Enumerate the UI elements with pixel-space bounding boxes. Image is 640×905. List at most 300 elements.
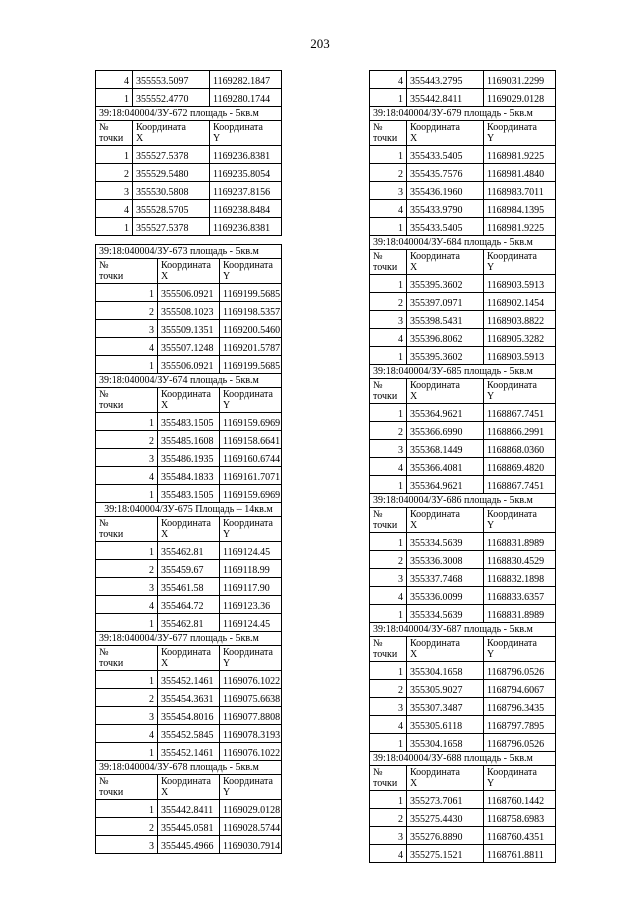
header-x-line2: X — [161, 271, 169, 282]
header-x — [406, 766, 483, 791]
header-y-line2: Y — [487, 133, 495, 144]
table-row — [370, 89, 556, 107]
column-header-row — [370, 250, 556, 275]
cell-n: 1 — [96, 542, 158, 560]
cell-y: 1169237.8156 — [210, 182, 282, 200]
cell-y: 1168867.7451 — [484, 404, 556, 422]
header-x-line1: Координата — [409, 380, 460, 391]
header-y — [220, 388, 282, 413]
header-x-line2: X — [409, 649, 418, 660]
header-x-line1: Координата — [161, 647, 211, 658]
column-header-row — [370, 508, 556, 533]
cell-n: 1 — [96, 800, 158, 818]
header-x-line1: Координата — [161, 776, 211, 787]
cell-n: 2 — [96, 560, 158, 578]
header-x-line2: X — [161, 658, 169, 669]
cell-y: 1169031.2299 — [484, 71, 556, 89]
cell-x: 355530.5808 — [132, 182, 209, 200]
cell-n: 3 — [96, 578, 158, 596]
right-column — [369, 70, 556, 863]
cell-x: 355454.3631 — [158, 689, 220, 707]
header-y-line2: Y — [213, 133, 221, 144]
section-title-row — [96, 761, 282, 775]
header-num-line2: точки — [373, 649, 398, 660]
cell-n: 1 — [370, 146, 407, 164]
cell-n: 1 — [96, 146, 133, 164]
table-row — [370, 311, 556, 329]
cell-y: 1169077.8808 — [220, 707, 282, 725]
header-y-line1: Координата — [223, 776, 273, 787]
cell-y: 1168832.1898 — [484, 569, 556, 587]
cell-x: 355459.67 — [158, 560, 220, 578]
cell-n: 4 — [96, 596, 158, 614]
cell-n: 3 — [96, 836, 158, 854]
cell-y: 1168981.4840 — [484, 164, 556, 182]
cell-y: 1169159.6969 — [220, 413, 282, 431]
header-num-line1: № — [373, 638, 383, 649]
header-x — [158, 259, 220, 284]
header-x-line1: Координата — [135, 122, 186, 133]
column-header-row — [370, 637, 556, 662]
table-row — [96, 182, 282, 200]
cell-x: 355433.5405 — [406, 146, 483, 164]
cell-x: 355366.6990 — [406, 422, 483, 440]
header-num-line1: № — [99, 389, 109, 400]
cell-x: 355273.7061 — [406, 791, 483, 809]
cell-n: 2 — [370, 293, 407, 311]
header-x-line2: X — [409, 520, 418, 531]
cell-n: 4 — [96, 71, 133, 89]
section-title: 39:18:040004/ЗУ-688 площадь - 5кв.м — [370, 752, 556, 766]
cell-n: 1 — [96, 356, 158, 374]
section-title-row — [370, 623, 556, 637]
column-header-row — [96, 259, 282, 284]
cell-n: 4 — [96, 467, 158, 485]
cell-n: 2 — [96, 164, 133, 182]
header-num-line1: № — [373, 509, 383, 520]
cell-y: 1169123.36 — [220, 596, 282, 614]
cell-n: 1 — [370, 734, 407, 752]
header-num — [96, 259, 158, 284]
table-row — [370, 716, 556, 734]
cell-x: 355304.1658 — [406, 734, 483, 752]
header-num — [370, 121, 407, 146]
header-num — [370, 250, 407, 275]
cell-x: 355364.9621 — [406, 404, 483, 422]
cell-x: 355433.5405 — [406, 218, 483, 236]
cell-n: 3 — [96, 320, 158, 338]
table-row — [96, 200, 282, 218]
cell-y: 1168758.6983 — [484, 809, 556, 827]
table-row — [370, 440, 556, 458]
cell-n: 1 — [370, 533, 407, 551]
cell-x: 355452.1461 — [158, 671, 220, 689]
header-y — [220, 646, 282, 671]
cell-n: 3 — [370, 827, 407, 845]
header-x-line2: X — [135, 133, 144, 144]
table-row — [96, 302, 282, 320]
header-num — [96, 388, 158, 413]
header-x — [158, 775, 220, 800]
cell-x: 355436.1960 — [406, 182, 483, 200]
header-num — [96, 517, 158, 542]
cell-x: 355483.1505 — [158, 413, 220, 431]
cell-y: 1168984.1395 — [484, 200, 556, 218]
header-num — [96, 775, 158, 800]
table-row — [370, 347, 556, 365]
cell-n: 1 — [370, 89, 407, 107]
left-column — [95, 70, 282, 854]
cell-x: 355506.0921 — [158, 356, 220, 374]
cell-x: 355461.58 — [158, 578, 220, 596]
header-y — [220, 517, 282, 542]
table-row — [96, 218, 282, 236]
cell-n: 2 — [370, 680, 407, 698]
cell-x: 355337.7468 — [406, 569, 483, 587]
section-title: 39:18:040004/ЗУ-673 площадь - 5кв.м — [96, 245, 282, 259]
cell-n: 4 — [370, 587, 407, 605]
header-y — [484, 637, 556, 662]
cell-n: 2 — [370, 422, 407, 440]
header-num-line2: точки — [99, 529, 124, 540]
section-title: 39:18:040004/ЗУ-686 площадь - 5кв.м — [370, 494, 556, 508]
cell-n: 1 — [370, 275, 407, 293]
cell-n: 4 — [96, 725, 158, 743]
header-num-line1: № — [99, 260, 109, 271]
header-x-line2: X — [161, 787, 169, 798]
section-title: 39:18:040004/ЗУ-674 площадь - 5кв.м — [96, 374, 282, 388]
table-row — [370, 569, 556, 587]
header-num-line2: точки — [99, 133, 124, 144]
cell-y: 1169029.0128 — [484, 89, 556, 107]
cell-n: 4 — [370, 200, 407, 218]
cell-n: 1 — [370, 791, 407, 809]
table-row — [96, 560, 282, 578]
header-num — [96, 646, 158, 671]
table-row — [370, 458, 556, 476]
table-row — [96, 578, 282, 596]
cell-x: 355509.1351 — [158, 320, 220, 338]
section-title-row — [96, 374, 282, 388]
header-x — [132, 121, 209, 146]
header-num — [370, 379, 407, 404]
cell-x: 355334.5639 — [406, 533, 483, 551]
cell-x: 355397.0971 — [406, 293, 483, 311]
cell-y: 1168866.2991 — [484, 422, 556, 440]
table-row — [96, 542, 282, 560]
header-x-line1: Координата — [409, 767, 460, 778]
cell-y: 1169236.8381 — [210, 146, 282, 164]
header-num-line1: № — [373, 767, 383, 778]
column-header-row — [96, 517, 282, 542]
header-x — [406, 250, 483, 275]
cell-x: 355483.1505 — [158, 485, 220, 503]
header-x-line1: Координата — [409, 638, 460, 649]
cell-x: 355276.8890 — [406, 827, 483, 845]
table-row — [370, 587, 556, 605]
cell-n: 4 — [96, 200, 133, 218]
cell-y: 1169075.6638 — [220, 689, 282, 707]
header-num-line1: № — [99, 647, 109, 658]
cell-x: 355275.1521 — [406, 845, 483, 863]
cell-x: 355507.1248 — [158, 338, 220, 356]
header-y — [484, 379, 556, 404]
cell-n: 1 — [96, 218, 133, 236]
cell-x: 355305.9027 — [406, 680, 483, 698]
coordinate-table — [95, 70, 282, 236]
header-y-line2: Y — [223, 658, 231, 669]
cell-x: 355462.81 — [158, 542, 220, 560]
cell-x: 355484.1833 — [158, 467, 220, 485]
cell-x: 355275.4430 — [406, 809, 483, 827]
column-header-row — [370, 379, 556, 404]
cell-x: 355336.3008 — [406, 551, 483, 569]
header-y-line1: Координата — [487, 122, 537, 133]
header-x — [158, 517, 220, 542]
cell-n: 3 — [96, 182, 133, 200]
cell-y: 1169199.5685 — [220, 284, 282, 302]
section-title-row — [96, 632, 282, 646]
table-row — [370, 791, 556, 809]
cell-n: 1 — [370, 476, 407, 494]
coordinate-table — [369, 70, 556, 863]
column-header-row — [370, 121, 556, 146]
table-row — [96, 449, 282, 467]
header-num-line1: № — [99, 518, 109, 529]
cell-x: 355395.3602 — [406, 275, 483, 293]
header-x-line1: Координата — [409, 251, 460, 262]
column-header-row — [96, 121, 282, 146]
cell-n: 1 — [370, 347, 407, 365]
cell-x: 355445.4966 — [158, 836, 220, 854]
header-y — [220, 259, 282, 284]
header-y-line2: Y — [223, 271, 231, 282]
header-y — [210, 121, 282, 146]
table-row — [370, 845, 556, 863]
cell-y: 1168981.9225 — [484, 218, 556, 236]
column-header-row — [96, 388, 282, 413]
header-y-line2: Y — [487, 262, 495, 273]
cell-y: 1169117.90 — [220, 578, 282, 596]
cell-y: 1169078.3193 — [220, 725, 282, 743]
cell-y: 1168983.7011 — [484, 182, 556, 200]
cell-n: 4 — [370, 845, 407, 863]
cell-y: 1168761.8811 — [484, 845, 556, 863]
table-row — [96, 467, 282, 485]
section-title: 39:18:040004/ЗУ-679 площадь - 5кв.м — [370, 107, 556, 121]
table-row — [370, 476, 556, 494]
header-num-line2: точки — [373, 262, 398, 273]
cell-y: 1169201.5787 — [220, 338, 282, 356]
cell-x: 355442.8411 — [406, 89, 483, 107]
cell-y: 1169238.8484 — [210, 200, 282, 218]
cell-x: 355435.7576 — [406, 164, 483, 182]
cell-y: 1168796.3435 — [484, 698, 556, 716]
section-title-row — [370, 494, 556, 508]
table-row — [96, 413, 282, 431]
header-y-line1: Координата — [223, 647, 273, 658]
header-y — [484, 121, 556, 146]
cell-x: 355442.8411 — [158, 800, 220, 818]
cell-x: 355486.1935 — [158, 449, 220, 467]
table-row — [370, 200, 556, 218]
cell-x: 355529.5480 — [132, 164, 209, 182]
column-header-row — [370, 766, 556, 791]
table-row — [370, 698, 556, 716]
cell-n: 2 — [370, 164, 407, 182]
cell-x: 355334.5639 — [406, 605, 483, 623]
cell-y: 1168831.8989 — [484, 533, 556, 551]
header-x-line1: Координата — [161, 260, 211, 271]
header-x — [406, 637, 483, 662]
cell-y: 1169158.6641 — [220, 431, 282, 449]
header-y — [484, 250, 556, 275]
header-y — [220, 775, 282, 800]
column-header-row — [96, 775, 282, 800]
header-y — [484, 766, 556, 791]
table-row — [96, 485, 282, 503]
header-num-line1: № — [99, 122, 109, 133]
cell-x: 355485.1608 — [158, 431, 220, 449]
header-y-line2: Y — [487, 391, 495, 402]
table-row — [370, 662, 556, 680]
cell-y: 1168796.0526 — [484, 734, 556, 752]
cell-n: 4 — [370, 716, 407, 734]
cell-y: 1169236.8381 — [210, 218, 282, 236]
section-title-row — [370, 752, 556, 766]
header-num-line2: точки — [373, 133, 398, 144]
cell-x: 355553.5097 — [132, 71, 209, 89]
header-num-line1: № — [373, 122, 383, 133]
header-x — [406, 121, 483, 146]
cell-x: 355462.81 — [158, 614, 220, 632]
coordinate-table — [95, 244, 282, 854]
cell-y: 1168905.3282 — [484, 329, 556, 347]
table-row — [96, 818, 282, 836]
table-row — [370, 680, 556, 698]
header-num-line2: точки — [99, 271, 124, 282]
cell-x: 355398.5431 — [406, 311, 483, 329]
column-header-row — [96, 646, 282, 671]
table-row — [370, 734, 556, 752]
cell-y: 1169124.45 — [220, 614, 282, 632]
header-y-line1: Координата — [487, 767, 537, 778]
header-y-line1: Координата — [223, 260, 273, 271]
section-title-row — [370, 107, 556, 121]
table-row — [370, 164, 556, 182]
table-row — [370, 182, 556, 200]
cell-y: 1169076.1022 — [220, 743, 282, 761]
header-y-line1: Координата — [213, 122, 263, 133]
table-row — [370, 293, 556, 311]
header-num-line2: точки — [373, 778, 398, 789]
cell-n: 2 — [96, 689, 158, 707]
header-x-line1: Координата — [409, 122, 460, 133]
cell-n: 1 — [96, 284, 158, 302]
section-title: 39:18:040004/ЗУ-685 площадь - 5кв.м — [370, 365, 556, 379]
cell-y: 1169200.5460 — [220, 320, 282, 338]
cell-n: 2 — [96, 302, 158, 320]
section-title: 39:18:040004/ЗУ-684 площадь - 5кв.м — [370, 236, 556, 250]
cell-n: 1 — [96, 89, 133, 107]
header-y-line2: Y — [487, 778, 495, 789]
table-row — [370, 71, 556, 89]
section-title: 39:18:040004/ЗУ-675 Площадь – 14кв.м — [96, 503, 282, 517]
cell-y: 1168902.1454 — [484, 293, 556, 311]
table-row — [96, 320, 282, 338]
table-row — [370, 827, 556, 845]
header-x-line2: X — [161, 529, 169, 540]
cell-y: 1168830.4529 — [484, 551, 556, 569]
header-x-line2: X — [409, 391, 418, 402]
cell-n: 3 — [96, 449, 158, 467]
table-row — [370, 404, 556, 422]
header-x — [406, 508, 483, 533]
section-title: 39:18:040004/ЗУ-678 площадь - 5кв.м — [96, 761, 282, 775]
section-title: 39:18:040004/ЗУ-687 площадь - 5кв.м — [370, 623, 556, 637]
cell-y: 1169282.1847 — [210, 71, 282, 89]
cell-y: 1169118.99 — [220, 560, 282, 578]
table-row — [96, 431, 282, 449]
table-row — [96, 164, 282, 182]
header-y-line2: Y — [487, 649, 495, 660]
cell-x: 355508.1023 — [158, 302, 220, 320]
cell-n: 1 — [370, 218, 407, 236]
header-num — [370, 508, 407, 533]
cell-y: 1169124.45 — [220, 542, 282, 560]
header-x-line1: Координата — [161, 518, 211, 529]
table-row — [96, 725, 282, 743]
cell-x: 355366.4081 — [406, 458, 483, 476]
cell-x: 355464.72 — [158, 596, 220, 614]
cell-y: 1168760.1442 — [484, 791, 556, 809]
cell-n: 4 — [96, 338, 158, 356]
table-row — [96, 614, 282, 632]
cell-x: 355396.8062 — [406, 329, 483, 347]
section-title: 39:18:040004/ЗУ-677 площадь - 5кв.м — [96, 632, 282, 646]
section-title: 39:18:040004/ЗУ-672 площадь - 5кв.м — [96, 107, 282, 121]
cell-y: 1169161.7071 — [220, 467, 282, 485]
header-num-line1: № — [99, 776, 109, 787]
cell-y: 1169076.1022 — [220, 671, 282, 689]
header-x — [158, 388, 220, 413]
table-row — [96, 671, 282, 689]
cell-y: 1169030.7914 — [220, 836, 282, 854]
cell-x: 355336.0099 — [406, 587, 483, 605]
header-y-line1: Координата — [487, 638, 537, 649]
header-x-line2: X — [409, 262, 418, 273]
cell-n: 1 — [370, 662, 407, 680]
cell-n: 4 — [370, 329, 407, 347]
cell-y: 1169198.5357 — [220, 302, 282, 320]
header-y-line2: Y — [223, 529, 231, 540]
table-row — [96, 71, 282, 89]
cell-n: 1 — [370, 404, 407, 422]
table-row — [96, 836, 282, 854]
cell-y: 1168833.6357 — [484, 587, 556, 605]
section-title-row — [96, 245, 282, 259]
cell-x: 355445.0581 — [158, 818, 220, 836]
table-row — [370, 146, 556, 164]
table-row — [370, 329, 556, 347]
cell-x: 355364.9621 — [406, 476, 483, 494]
page-number: 203 — [310, 36, 330, 51]
table-row — [370, 809, 556, 827]
cell-y: 1168903.5913 — [484, 275, 556, 293]
section-title-row — [370, 365, 556, 379]
header-num-line2: точки — [373, 520, 398, 531]
header-x-line2: X — [409, 778, 418, 789]
